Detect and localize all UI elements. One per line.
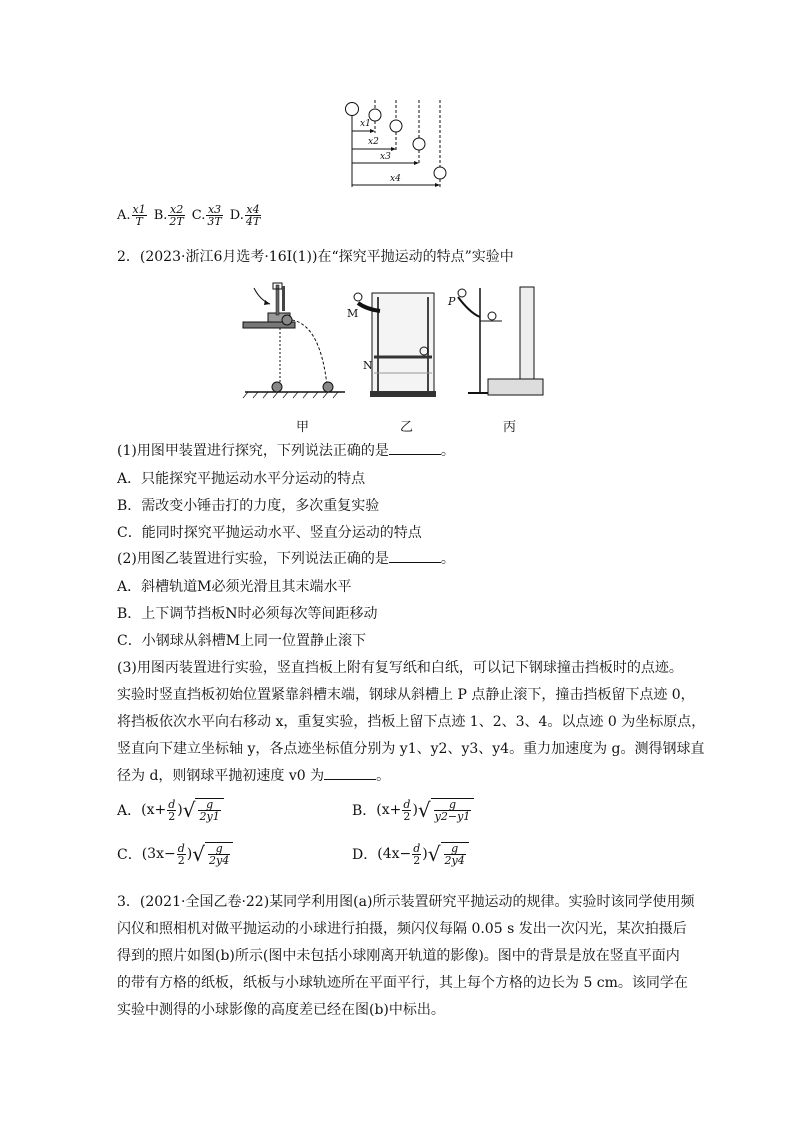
figure-label-yi: 乙 — [400, 420, 414, 435]
label-x4: x4 — [390, 174, 401, 184]
q2-part3-option-a[interactable]: A． (x+ $\frac{d}{2}$ ) √ $\frac{g}{2y1}$ — [117, 798, 224, 822]
answer-blank[interactable] — [389, 442, 441, 455]
q2-part2-option-c[interactable]: C．小钢球从斜槽M上同一位置静止滚下 — [117, 633, 367, 649]
q2-part3-line-3: 将挡板依次水平向右移动 x，重复实验，挡板上留下点迹 1、2、3、4。以点迹 0 为坐标原点， — [117, 714, 706, 730]
q2-part3-line-5: 径为 d，则钢球平抛初速度 v0 为 。 — [117, 768, 391, 784]
q2-part3-line-4: 竖直向下建立坐标轴 y，各点迹坐标值分别为 y1、y2、y3、y4。重力加速度为 g。测得钢球直 — [117, 741, 705, 757]
q2-part1-option-b[interactable]: B．需改变小锤击打的力度，多次重复实验 — [117, 498, 380, 514]
ball-2 — [390, 120, 402, 132]
q1-option-c[interactable]: C. $\frac{x3}{3T}$ — [191, 203, 222, 228]
figure-label-jia: 甲 — [296, 420, 310, 435]
q1-option-d[interactable]: D. $\frac{x4}{4T}$ — [229, 203, 261, 228]
q2-part3-option-c[interactable]: C． (3x− $\frac{d}{2}$ ) √ $\frac{g}{2y4}$ — [117, 842, 233, 866]
figure-jia — [240, 280, 350, 400]
q2-part2-option-a[interactable]: A．斜槽轨道M必须光滑且其末端水平 — [117, 579, 352, 595]
q1-option-b[interactable]: B. $\frac{x2}{2T}$ — [153, 203, 184, 228]
label-x2: x2 — [368, 137, 379, 147]
figure-bing — [450, 283, 550, 403]
q2-header: 2．(2023·浙江6月选考·16Ⅰ(1))在“探究平抛运动的特点”实验中 — [117, 249, 514, 265]
label-N: N — [363, 359, 373, 372]
answer-blank[interactable] — [389, 550, 441, 563]
q2-part2-option-b[interactable]: B．上下调节挡板N时必须每次等间距移动 — [117, 606, 378, 622]
q1-options — [117, 204, 262, 227]
q1-option-a[interactable]: A. $\frac{x1}{T}$ — [117, 203, 146, 228]
ball-4 — [434, 167, 446, 179]
ball-0 — [346, 103, 359, 116]
label-P: P — [448, 295, 456, 308]
q3-line-4: 的带有方格的纸板，纸板与小球轨迹所在平面平行，其上每个方格的边长为 5 cm。该同学在 — [117, 975, 688, 991]
figure-yi — [352, 285, 442, 403]
q3-line-5: 实验中测得的小球影像的高度差已经在图(b)中标出。 — [117, 1002, 445, 1018]
q3-line-2: 闪仪和照相机对做平抛运动的小球进行拍摄，频闪仪每隔 0.05 s 发出一次闪光，某次拍摄后 — [117, 921, 687, 937]
q3-line-1: 3．(2021·全国乙卷·22)某同学利用图(a)所示装置研究平抛运动的规律。实验时该同学使用频 — [117, 894, 695, 910]
q2-part3-line-2: 实验时竖直挡板初始位置紧靠斜槽末端，钢球从斜槽上 P 点静止滚下，撞击挡板留下点迹 0， — [117, 687, 695, 703]
q2-part3-line-1: (3)用图丙装置进行实验，竖直挡板上附有复写纸和白纸，可以记下钢球撞击挡板时的点迹。 — [117, 660, 683, 676]
answer-blank[interactable] — [324, 767, 376, 780]
q2-part1-option-a[interactable]: A．只能探究平抛运动水平分运动的特点 — [117, 471, 366, 487]
figure-label-bing: 丙 — [503, 420, 517, 435]
label-M: M — [347, 307, 359, 320]
label-x3: x3 — [380, 152, 391, 162]
q2-part3-option-d[interactable]: D． (4x− $\frac{d}{2}$ ) √ $\frac{g}{2y4}$ — [352, 842, 469, 866]
q2-part1-stem: (1)用图甲装置进行探究，下列说法正确的是 。 — [117, 443, 455, 459]
q3-line-3: 得到的照片如图(b)所示(图中未包括小球刚离开轨道的影像)。图中的背景是放在竖直平面内 — [117, 948, 680, 964]
label-x1: x1 — [360, 119, 371, 129]
ball-3 — [413, 138, 425, 150]
q2-part1-option-c[interactable]: C．能同时探究平抛运动水平、竖直分运动的特点 — [117, 525, 422, 541]
q2-part2-stem: (2)用图乙装置进行实验，下列说法正确的是 。 — [117, 551, 455, 567]
q2-part3-option-b[interactable]: B． (x+ $\frac{d}{2}$ ) √ $\frac{g}{y2-y1}$ — [352, 798, 474, 822]
